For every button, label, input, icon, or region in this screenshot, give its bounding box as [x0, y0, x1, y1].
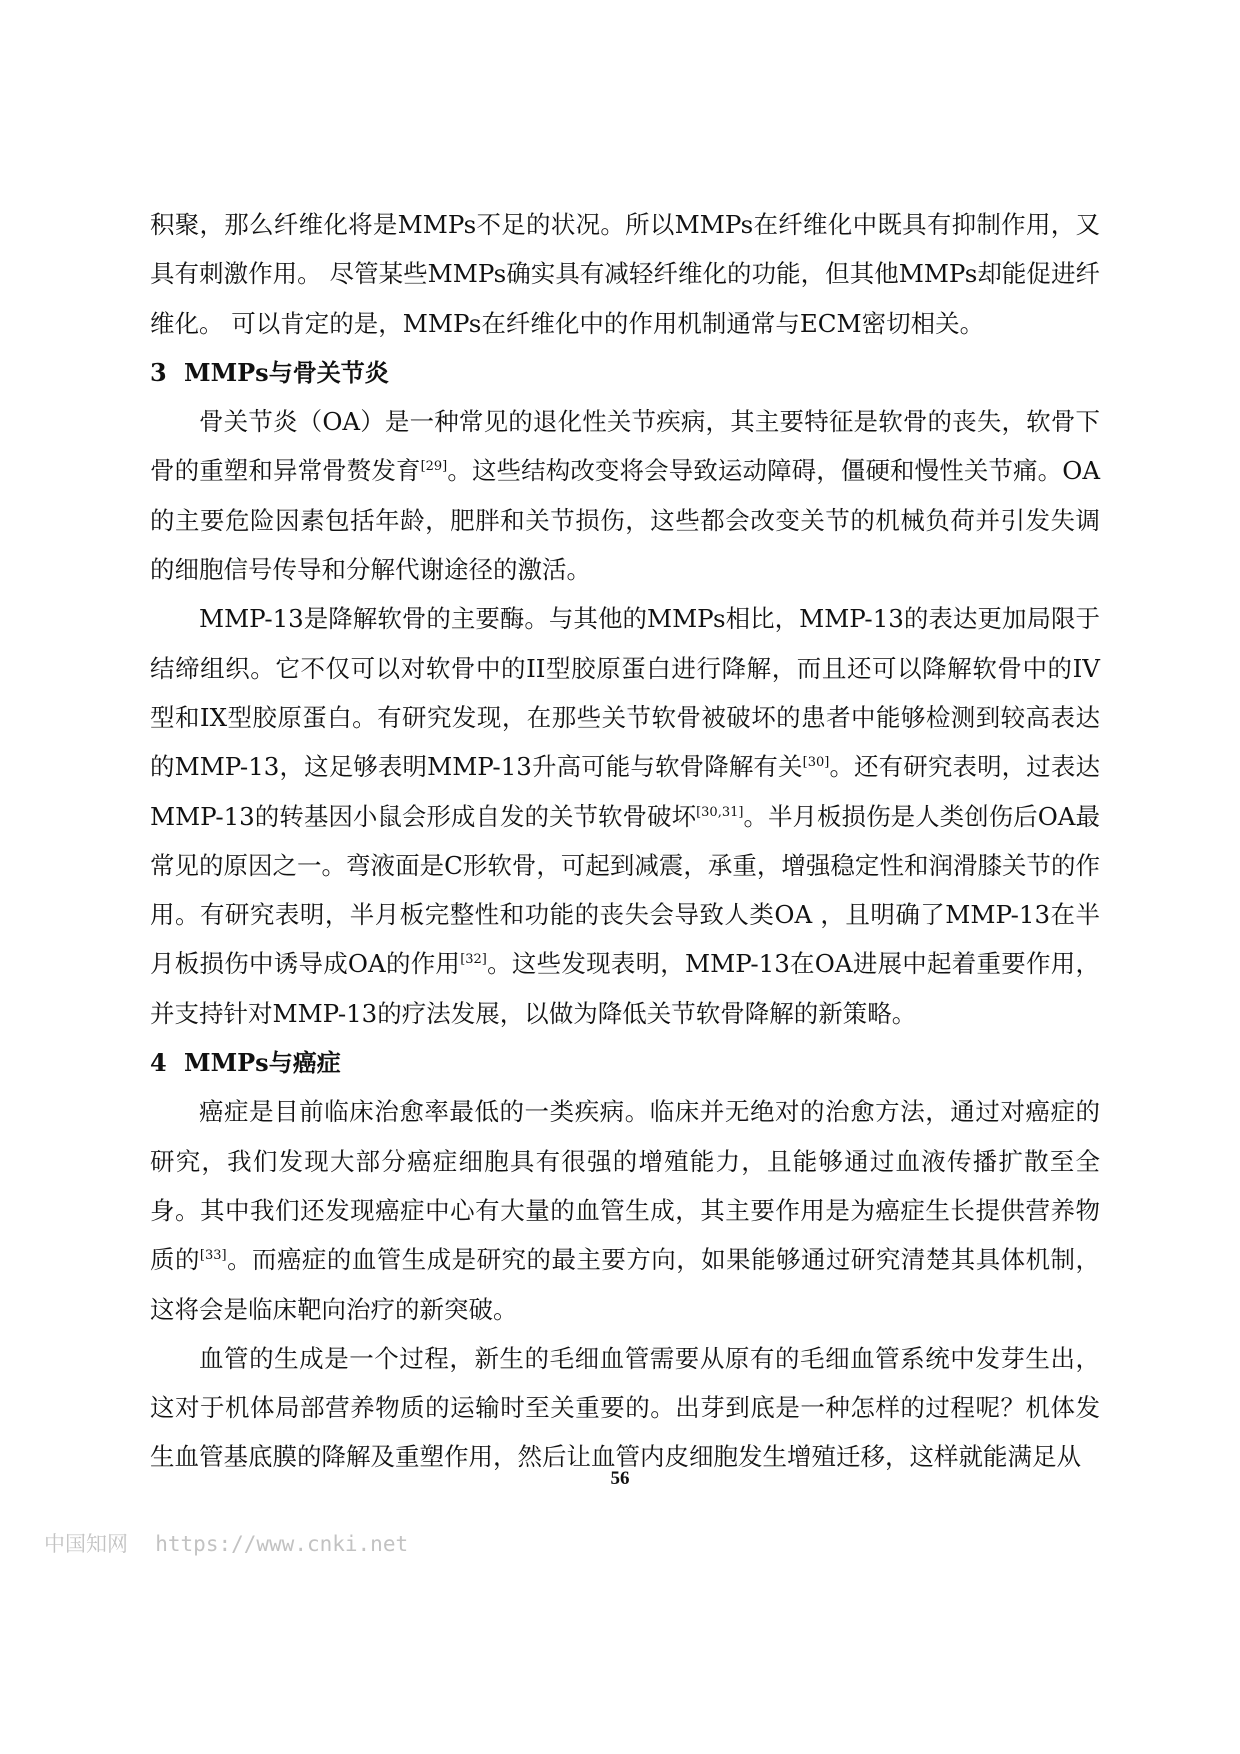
section-title: MMPs与癌症 — [184, 1048, 341, 1078]
text-run: 血管的生成是一个过程，新生的毛细血管需要从原有的毛细血管系统中发芽生出，这对于机体局部营养物质的运输时至关重要的。出芽到底是一种怎样的过程呢？机体发生血管基底膜的降解及重塑作用，然后让血管内皮细胞发生增殖迁移，这样就能满足从 — [150, 1343, 1100, 1472]
watermark-site-name: 中国知网 — [44, 1532, 128, 1556]
paragraph — [150, 594, 1100, 1038]
watermark-url: https://www.cnki.net — [155, 1532, 409, 1556]
text-run: 骨关节炎（OA）是一种常见的退化性关节疾病，其主要特征是软骨的丧失，软骨下骨的重塑和异常骨赘发育 — [150, 407, 1100, 486]
paragraph — [150, 1334, 1100, 1482]
paragraph — [150, 397, 1100, 594]
text-run: 。半月板损伤是人类创伤后OA最常见的原因之一。弯液面是C形软骨，可起到减震，承重，增强稳定性和润滑膝关节的作用。有研究表明，半月板完整性和功能的丧失会导致人类OA ，且明确了MMP-13在半月板损伤中诱导成OA的作用 — [150, 801, 1100, 979]
page-number: 56 — [610, 1468, 630, 1489]
citation-ref: [29] — [420, 459, 448, 475]
section-number: 4 — [150, 1048, 167, 1078]
citation-ref: [30,31] — [696, 804, 744, 820]
document-body — [150, 200, 1100, 1482]
text-run: 癌症是目前临床治愈率最低的一类疾病。临床并无绝对的治愈方法，通过对癌症的研究，我们发现大部分癌症细胞具有很强的增殖能力，且能够通过血液传播扩散至全身。其中我们还发现癌症中心有大量的血管生成，其主要作用是为癌症生长提供营养物质的 — [150, 1097, 1100, 1275]
cnki-watermark — [44, 1528, 408, 1558]
citation-ref: [30] — [802, 755, 830, 771]
text-run: 积聚，那么纤维化将是MMPs不足的状况。所以MMPs在纤维化中既具有抑制作用，又具有刺激作用。 尽管某些MMPs确实具有减轻纤维化的功能，但其他MMPs却能促进纤维化。 可以肯定的是，MMPs在纤维化中的作用机制通常与ECM密切相关。 — [150, 210, 1100, 338]
text-run: MMP-13是降解软骨的主要酶。与其他的MMPs相比，MMP-13的表达更加局限于结缔组织。它不仅可以对软骨中的II型胶原蛋白进行降解，而且还可以降解软骨中的IV型和IX型胶原蛋白。有研究发现，在那些关节软骨被破坏的患者中能够检测到较高表达的MMP-13，这足够表明MMP-13升高可能与软骨降解有关 — [150, 604, 1100, 782]
section-heading — [150, 348, 1100, 397]
text-run: 。而癌症的血管生成是研究的最主要方向，如果能够通过研究清楚其具体机制，这将会是临床靶向治疗的新突破。 — [150, 1245, 1101, 1324]
paragraph — [150, 1087, 1100, 1333]
citation-ref: [33] — [199, 1248, 227, 1264]
citation-ref: [32] — [460, 952, 487, 968]
text-run: 。这些结构改变将会导致运动障碍，僵硬和慢性关节痛。OA的主要危险因素包括年龄，肥胖和关节损伤，这些都会改变关节的机械负荷并引发失调的细胞信号传导和分解代谢途径的激活。 — [150, 456, 1101, 585]
text-run: 。还有研究表明，过表达MMP-13的转基因小鼠会形成自发的关节软骨破坏 — [150, 752, 1101, 831]
paragraph — [150, 200, 1100, 348]
section-number: 3 — [150, 357, 167, 387]
text-run: 。这些发现表明，MMP-13在OA进展中起着重要作用，并支持针对MMP-13的疗法发展，以做为降低关节软骨降解的新策略。 — [150, 949, 1100, 1028]
section-title: MMPs与骨关节炎 — [184, 357, 389, 387]
section-heading — [150, 1038, 1100, 1087]
